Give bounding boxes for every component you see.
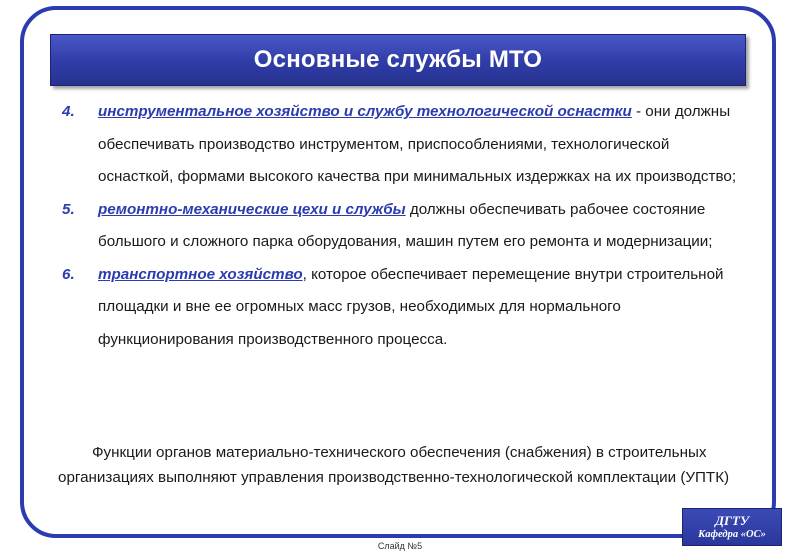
item-term: транспортное хозяйство [98,265,303,283]
title-bar [50,34,746,86]
badge-department: Кафедра «ОС» [698,528,766,540]
item-number: 4. [62,103,75,120]
item-number: 5. [62,200,75,218]
list-item [58,96,748,194]
slide-number: Слайд №5 [377,541,423,551]
item-text: - они должны обеспечивать производство инструментом, приспособлениями, технологической оснасткой, формами высокого качества при минимальных издержках на их производство; [98,103,737,185]
item-text: , которое обеспечивает перемещение внутри строительной площадки и вне ее огромных масс грузов, необходимых для нормального функционирования производственного процесса. [98,265,724,348]
item-term: инструментальное хозяйство и службу технологической оснастки [98,103,632,120]
services-list [58,96,748,356]
summary-paragraph: Функции органов материально-технического обеспечения (снабжения) в строительных организациях выполняют управления производственно-технологической комплектации (УПТК) [58,444,730,486]
item-text: должны обеспечивать рабочее состояние большого и сложного парка оборудования, машин путем его ремонта и модернизации; [98,200,713,250]
list-item [58,259,748,357]
list-item [58,194,748,259]
item-number: 6. [62,265,75,283]
badge-university: ДГТУ [715,512,749,528]
slide-title: Основные службы МТО [253,46,543,73]
item-term: ремонтно-механические цехи и службы [98,200,406,218]
